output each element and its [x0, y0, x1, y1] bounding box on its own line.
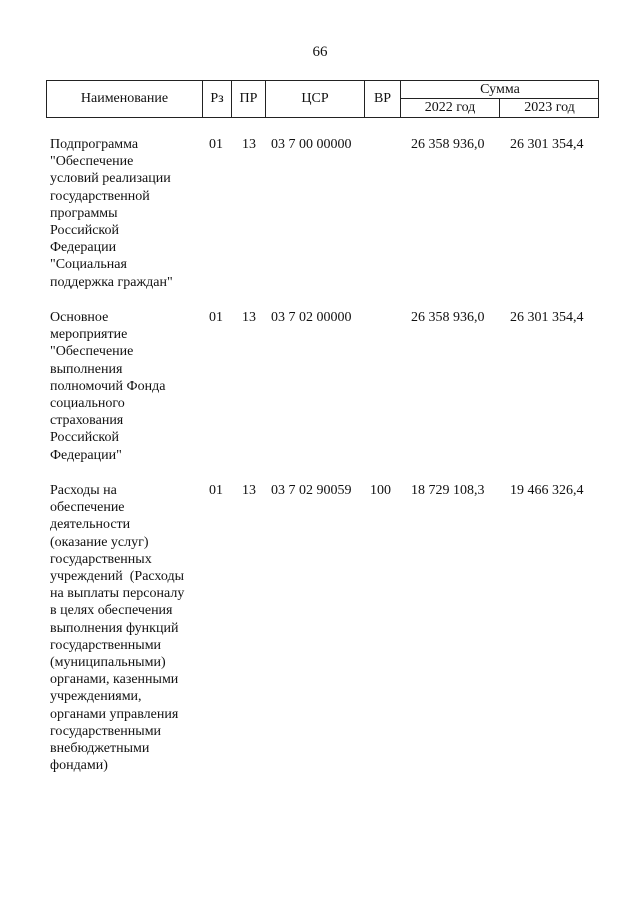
page-number: 66 — [312, 44, 328, 60]
row-pr: 13 — [242, 483, 256, 498]
row-name-line: Подпрограмма — [50, 137, 139, 152]
row-name — [50, 482, 210, 774]
row-name-line: государственными — [50, 723, 162, 739]
row-csr: 03 7 00 00000 — [271, 137, 352, 152]
header-pr: ПР — [239, 91, 258, 106]
row-name-line: Российской — [50, 430, 119, 446]
row-name-line: "Обеспечение — [50, 344, 134, 360]
row-pr: 13 — [242, 137, 256, 152]
row-sum-2022: 18 729 108,3 — [411, 483, 485, 498]
row-name-line: страхования — [50, 413, 124, 429]
row-name-line: выполнения функций — [50, 620, 179, 636]
row-csr: 03 7 02 90059 — [271, 483, 352, 498]
row-name-line: государственной — [50, 188, 150, 204]
row-name-line: органами управления — [50, 706, 179, 722]
row-rz: 01 — [209, 310, 223, 325]
row-name-line: учреждений (Расходы — [50, 569, 185, 585]
row-name-line: на выплаты персоналу — [50, 586, 185, 602]
header-vr: ВР — [373, 91, 392, 106]
row-name-line: внебюджетными — [50, 741, 150, 757]
header-sum: Сумма — [480, 82, 520, 97]
row-name-line: (муниципальными) — [50, 655, 166, 671]
row-name — [50, 309, 210, 464]
header-year-2022: 2022 год — [424, 100, 476, 115]
row-csr: 03 7 02 00000 — [271, 310, 352, 325]
row-name-line: Федерации — [50, 240, 117, 256]
row-sum-2022: 26 358 936,0 — [411, 310, 485, 325]
header-csr: ЦСР — [301, 91, 329, 106]
header-year-2023: 2023 год — [524, 100, 575, 115]
row-name-line: (оказание услуг) — [50, 534, 149, 550]
row-sum-2023: 19 466 326,4 — [510, 483, 584, 498]
row-name-line: фондами) — [50, 758, 108, 774]
row-pr: 13 — [242, 310, 256, 325]
row-name-line: Российской — [50, 223, 119, 239]
row-name-line: социального — [50, 396, 125, 412]
row-name-line: выполнения — [50, 361, 123, 377]
row-name-line: поддержка граждан" — [50, 274, 173, 290]
row-name-line: учреждениями, — [50, 689, 142, 705]
row-rz: 01 — [209, 483, 223, 498]
row-name-line: государственных — [50, 551, 152, 567]
row-name-line: Расходы на — [50, 483, 117, 498]
row-name-line: обеспечение — [50, 500, 125, 516]
row-vr: 100 — [370, 483, 391, 498]
row-name-line: в целях обеспечения — [50, 603, 173, 619]
header-rz: Рз — [210, 91, 224, 106]
row-sum-2023: 26 301 354,4 — [510, 310, 584, 325]
table-header — [46, 80, 599, 118]
row-name-line: программы — [50, 205, 118, 221]
row-name-line: мероприятие — [50, 327, 128, 343]
row-name-line: государственными — [50, 637, 162, 653]
row-name-line: Федерации" — [50, 447, 122, 463]
row-name-line: Основное — [50, 310, 109, 325]
row-name-line: органами, казенными — [50, 672, 179, 688]
row-rz: 01 — [209, 137, 223, 152]
row-name-line: полномочий Фонда — [50, 378, 166, 394]
row-sum-2023: 26 301 354,4 — [510, 137, 584, 152]
row-name-line: "Обеспечение — [50, 154, 134, 170]
row-name-line: "Социальная — [50, 257, 127, 273]
header-name: Наименование — [80, 91, 169, 106]
row-sum-2022: 26 358 936,0 — [411, 137, 485, 152]
row-name-line: деятельности — [50, 517, 131, 533]
row-name-line: условий реализации — [50, 171, 171, 187]
row-name — [50, 136, 210, 291]
